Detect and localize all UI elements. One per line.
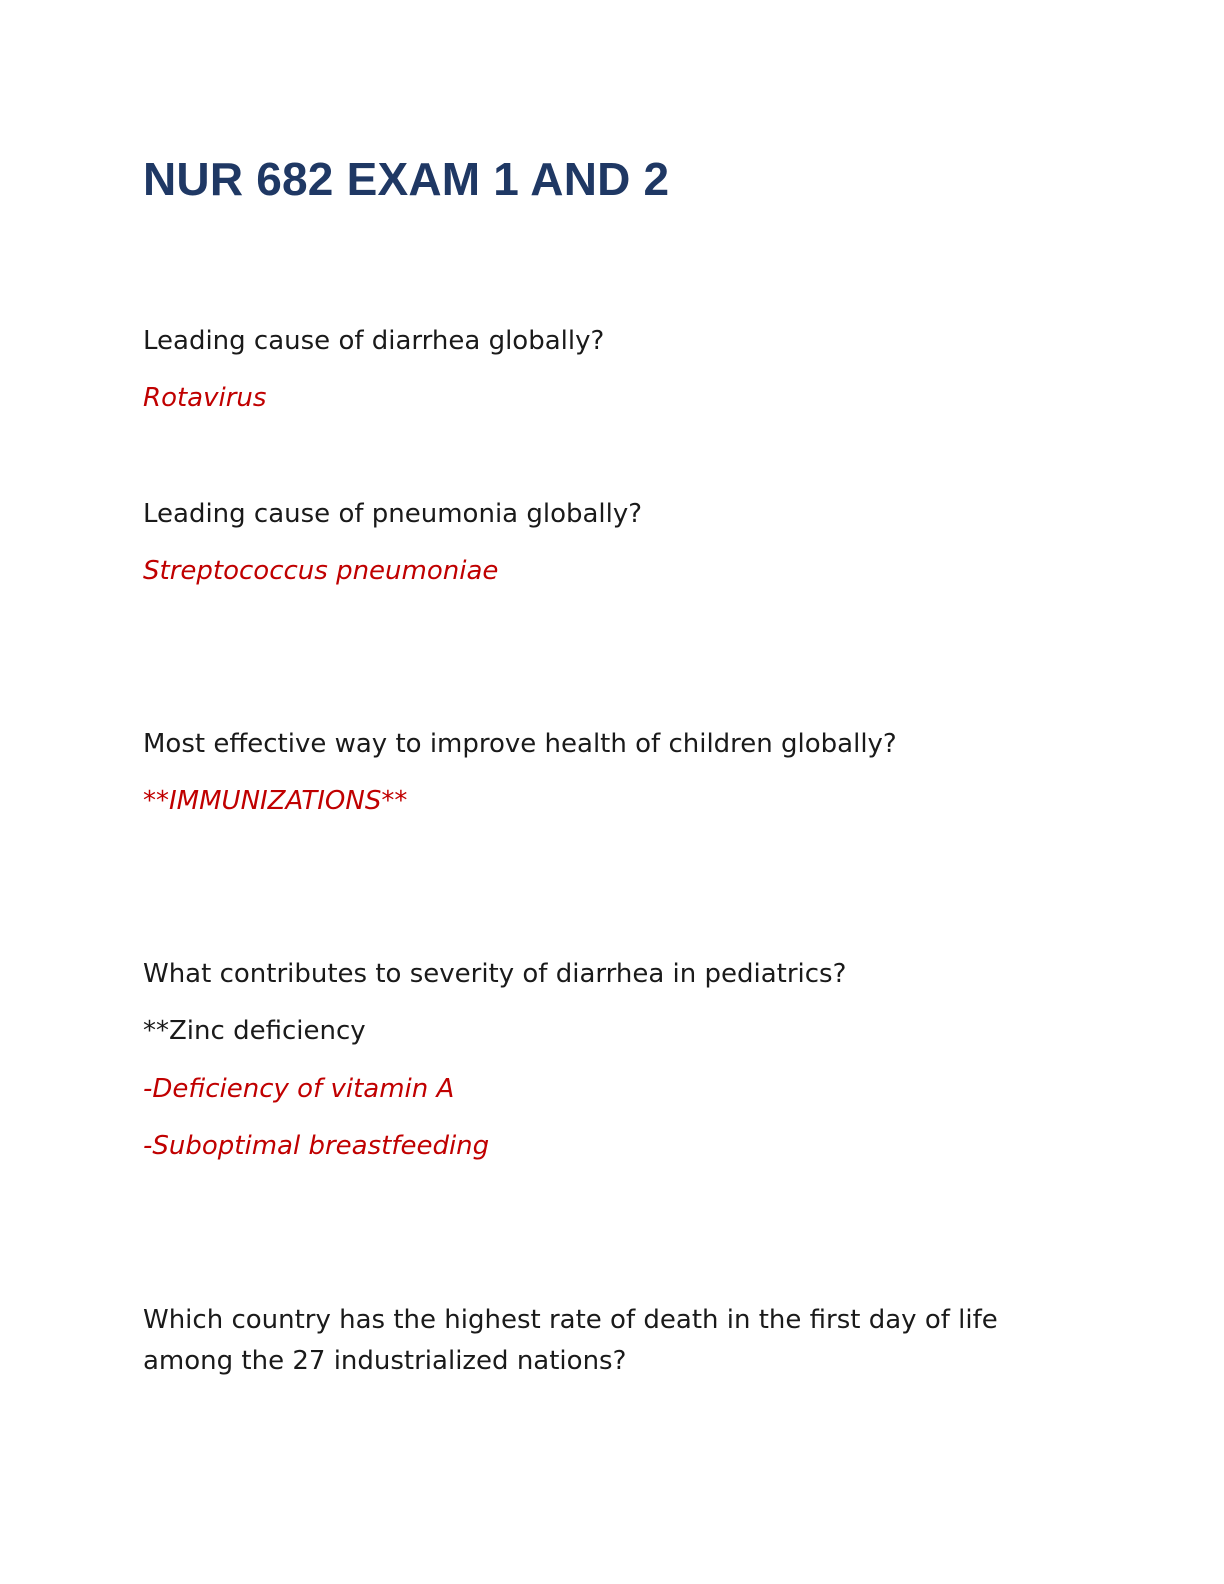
question-5-text-line-1: Which country has the highest rate of death in the first day of life (143, 1305, 998, 1335)
question-2-text: Leading cause of pneumonia globally? (143, 499, 643, 529)
question-3-text: Most effective way to improve health of children globally? (143, 729, 897, 759)
question-5-text-line-2: among the 27 industrialized nations? (143, 1346, 627, 1376)
question-4-note: **Zinc deficiency (143, 1016, 366, 1046)
question-4-text: What contributes to severity of diarrhea in pediatrics? (143, 959, 847, 989)
question-4-answer-1: -Deficiency of vitamin A (143, 1074, 455, 1104)
question-3-answer: **IMMUNIZATIONS** (143, 786, 408, 816)
question-1-answer: Rotavirus (143, 383, 267, 413)
question-1-text: Leading cause of diarrhea globally? (143, 326, 605, 356)
document-title: NUR 682 EXAM 1 AND 2 (143, 153, 670, 205)
question-4-answer-2: -Suboptimal breastfeeding (143, 1131, 490, 1161)
question-2-answer: Streptococcus pneumoniae (143, 556, 499, 586)
